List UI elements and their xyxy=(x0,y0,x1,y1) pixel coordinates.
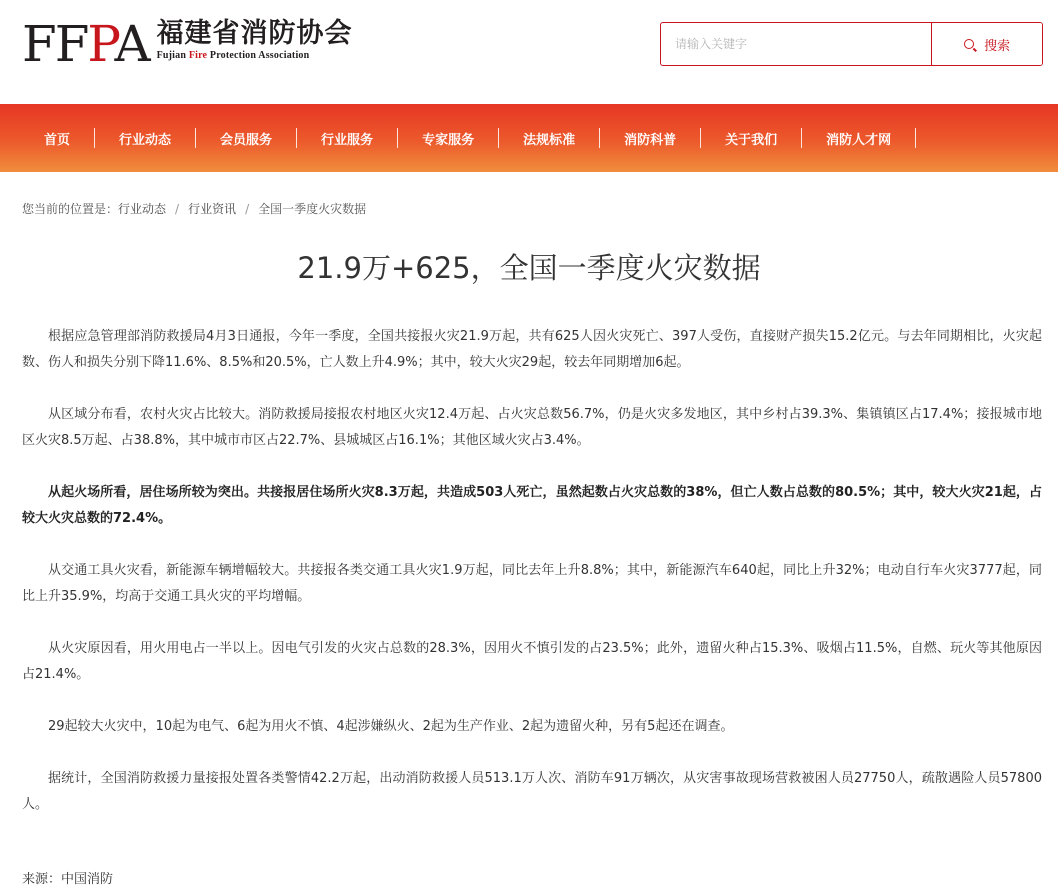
nav-item xyxy=(196,104,296,172)
nav-link-5[interactable]: 法规标准 xyxy=(523,132,576,148)
main-nav xyxy=(0,104,1058,172)
breadcrumb-separator: / xyxy=(175,201,180,216)
nav-item xyxy=(600,104,700,172)
nav-link-3[interactable]: 行业服务 xyxy=(321,132,374,148)
site-header xyxy=(0,0,1058,104)
nav-item xyxy=(398,104,498,172)
search-input[interactable] xyxy=(661,23,931,65)
article-paragraph: 29起较大火灾中，10起为电气、6起为用火不慎、4起涉嫌纵火、2起为生产作业、2起为遗留火种，另有5起还在调查。 xyxy=(48,719,734,734)
article-title: 21.9万+625，全国一季度火灾数据 xyxy=(297,251,761,285)
article-paragraph: 从交通工具火灾看，新能源车辆增幅较大。共接报各类交通工具火灾1.9万起，同比去年上升8.8%；其中，新能源汽车640起，同比上升32%；电动自行车火灾3777起，同比上升35.9%，均高于交通工具火灾的平均增幅。 xyxy=(22,563,1042,604)
article-paragraph: 从起火场所看，居住场所较为突出。共接报居住场所火灾8.3万起，共造成503人死亡，虽然起数占火灾总数的38%，但亡人数占总数的80.5%；其中，较大火灾21起，占较大火灾总数的72.4%。 xyxy=(22,485,1042,526)
article-paragraph: 根据应急管理部消防救援局4月3日通报，今年一季度，全国共接报火灾21.9万起，共有625人因火灾死亡、397人受伤，直接财产损失15.2亿元。与去年同期相比，火灾起数、伤人和损失分别下降11.6%、8.5%和20.5%，亡人数上升4.9%；其中，较大火灾29起，较去年同期增加6起。 xyxy=(22,329,1042,370)
nav-link-1[interactable]: 行业动态 xyxy=(119,132,172,148)
article-source: 来源：中国消防 xyxy=(22,872,114,887)
article-content xyxy=(22,324,1042,844)
nav-list xyxy=(22,104,916,172)
logo-mark: FFPA xyxy=(22,15,149,73)
nav-item xyxy=(802,104,915,172)
nav-divider xyxy=(915,128,916,148)
breadcrumb-current: 全国一季度火灾数据 xyxy=(258,202,367,216)
search-button[interactable] xyxy=(931,23,1042,65)
breadcrumb-link-industry-news[interactable]: 行业动态 xyxy=(118,202,167,216)
nav-link-6[interactable]: 消防科普 xyxy=(624,132,677,148)
nav-item xyxy=(22,104,94,172)
logo-text xyxy=(157,18,353,62)
nav-item xyxy=(701,104,801,172)
logo-chinese-name: 福建省消防协会 xyxy=(156,18,353,49)
breadcrumb-link-industry-info[interactable]: 行业资讯 xyxy=(188,202,237,216)
breadcrumb-separator: / xyxy=(245,201,250,216)
nav-link-2[interactable]: 会员服务 xyxy=(220,132,273,148)
search-box xyxy=(660,22,1043,66)
nav-item xyxy=(499,104,599,172)
nav-item xyxy=(95,104,195,172)
article-paragraph: 从区域分布看，农村火灾占比较大。消防救援局接报农村地区火灾12.4万起、占火灾总数56.7%，仍是火灾多发地区，其中乡村占39.3%、集镇镇区占17.4%；接报城市地区火灾8.5万起、占38.8%，其中城市市区占22.7%、县城城区占16.1%；其他区域火灾占3.4%。 xyxy=(22,407,1042,448)
nav-link-8[interactable]: 消防人才网 xyxy=(826,132,892,148)
breadcrumb xyxy=(22,200,366,217)
nav-link-4[interactable]: 专家服务 xyxy=(422,132,475,148)
nav-link-7[interactable]: 关于我们 xyxy=(725,132,778,148)
article-paragraph: 据统计，全国消防救援力量接报处置各类警情42.2万起，出动消防救援人员513.1万人次、消防车91万辆次，从灾害事故现场营救被困人员27750人，疏散遇险人员57800人。 xyxy=(22,771,1042,812)
search-icon xyxy=(964,39,974,49)
site-logo[interactable] xyxy=(22,15,353,73)
logo-english-name: Fujian Fire Protection Association xyxy=(156,50,310,61)
nav-link-0[interactable]: 首页 xyxy=(44,132,71,148)
article-paragraph: 从火灾原因看，用火用电占一半以上。因电气引发的火灾占总数的28.3%，因用火不慎引发的占23.5%；此外，遗留火种占15.3%、吸烟占11.5%，自燃、玩火等其他原因占21.4%。 xyxy=(22,641,1042,682)
nav-item xyxy=(297,104,397,172)
breadcrumb-prefix: 您当前的位置是： xyxy=(22,202,119,216)
search-button-label: 搜索 xyxy=(984,38,1011,54)
